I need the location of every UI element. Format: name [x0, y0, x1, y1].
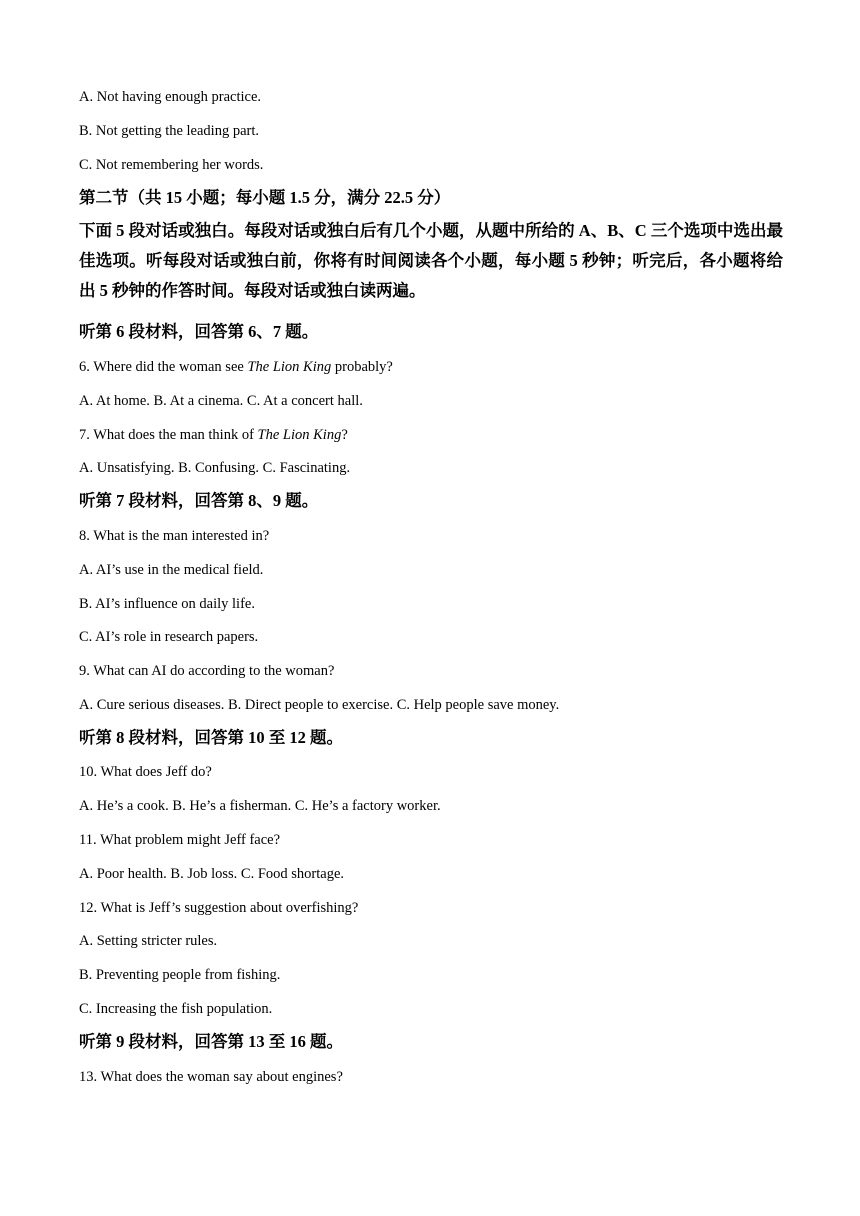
answer-options-10: A. He’s a cook. B. He’s a fisherman. C. He’s a factory worker. — [79, 798, 441, 814]
question-12: 12. What is Jeff’s suggestion about overfishing? — [79, 900, 359, 916]
option-8a: A. AI’s use in the medical field. — [79, 562, 264, 578]
option-8c: C. AI’s role in research papers. — [79, 629, 259, 645]
option-12c: C. Increasing the fish population. — [79, 1001, 273, 1017]
material-8-heading: 听第 8 段材料，回答第 10 至 12 题。 — [79, 728, 343, 747]
question-7-title: The Lion King — [257, 427, 342, 443]
question-8: 8. What is the man interested in? — [79, 528, 270, 544]
question-9: 9. What can AI do according to the woman? — [79, 663, 335, 679]
answer-options-11: A. Poor health. B. Job loss. C. Food shortage. — [79, 866, 345, 882]
option-12a: A. Setting stricter rules. — [79, 933, 218, 949]
question-11: 11. What problem might Jeff face? — [79, 832, 281, 848]
section-instructions: 下面 5 段对话或独白。每段对话或独白后有几个小题，从题中所给的 A、B、C 三个选项中选出最佳选项。听每段对话或独白前，你将有时间阅读各个小题，每小题 5 秒钟；听完后，各小题将给出 5 秒钟的作答时间。每段对话或独白读两遍。 — [79, 221, 783, 300]
question-6 — [79, 358, 393, 376]
material-7-heading: 听第 7 段材料，回答第 8、9 题。 — [79, 491, 319, 510]
answer-options-7: A. Unsatisfying. B. Confusing. C. Fascinating. — [79, 460, 351, 476]
question-13: 13. What does the woman say about engines? — [79, 1069, 343, 1085]
answer-options-6: A. At home. B. At a cinema. C. At a concert hall. — [79, 393, 363, 409]
option-1c: C. Not remembering her words. — [79, 157, 264, 173]
question-6-title: The Lion King — [247, 359, 332, 375]
question-6-prefix: 6. Where did the woman see — [79, 359, 248, 375]
question-10: 10. What does Jeff do? — [79, 764, 212, 780]
material-9-heading: 听第 9 段材料，回答第 13 至 16 题。 — [79, 1032, 343, 1051]
question-7-prefix: 7. What does the man think of — [79, 427, 258, 443]
question-7-suffix: ? — [341, 427, 348, 443]
answer-options-9: A. Cure serious diseases. B. Direct people to exercise. C. Help people save money. — [79, 697, 560, 713]
option-12b: B. Preventing people from fishing. — [79, 967, 281, 983]
option-1b: B. Not getting the leading part. — [79, 123, 260, 139]
option-8b: B. AI’s influence on daily life. — [79, 596, 255, 612]
section-heading: 第二节（共 15 小题；每小题 1.5 分，满分 22.5 分） — [79, 188, 451, 207]
option-1a: A. Not having enough practice. — [79, 89, 262, 105]
question-7 — [79, 426, 348, 444]
material-6-heading: 听第 6 段材料，回答第 6、7 题。 — [79, 322, 319, 341]
question-6-suffix: probably? — [331, 359, 393, 375]
